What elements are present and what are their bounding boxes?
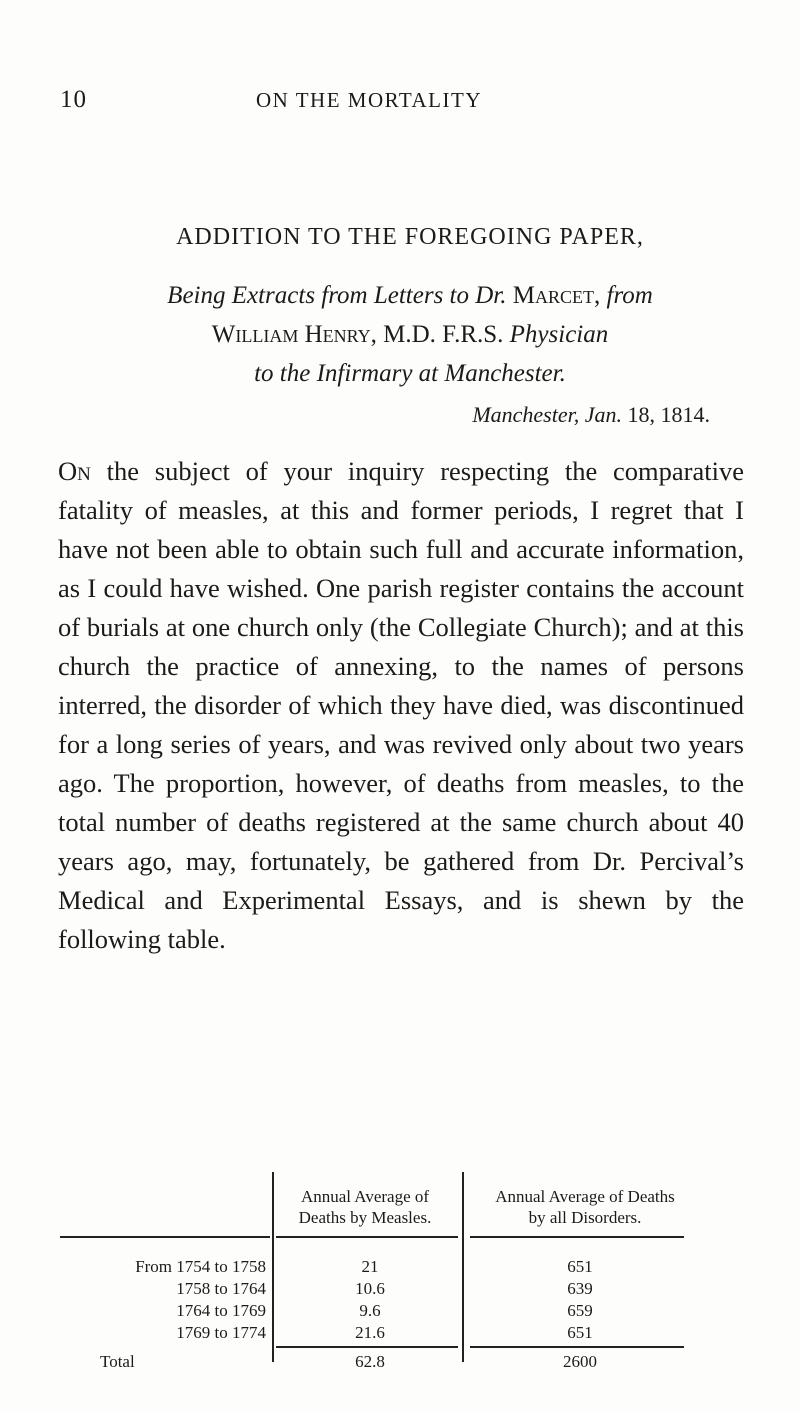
row-period: 1769 to 1774 <box>176 1323 266 1342</box>
column-header-measles-line2: Deaths by Measles. <box>298 1208 432 1227</box>
page-header <box>60 86 740 126</box>
body-text: the subject of your inquiry respecting the comparative fatality of measles, at this and former periods, I regret that I have not been able to obtain such full and accurate information, as I could have wished. One parish register contains the account of burials at one church only (the Collegiate Church); and at this church the practice of annexing, to the names of persons interred, the disorder of which they have died, was discontinued for a long series of years, and was revived only about two years ago. The proportion, however, of deaths from measles, to the total number of deaths registered at the same church about 40 years ago, may, fortunately, be gathered from Dr. Percival’s Medical and Experimental Essays, and is shewn by the following table. <box>58 456 744 954</box>
header-rule-2 <box>276 1236 458 1238</box>
table-row <box>60 1257 746 1279</box>
row-disorders: 659 <box>567 1301 593 1320</box>
row-period: 1764 to 1769 <box>176 1301 266 1320</box>
table-row <box>60 1279 746 1301</box>
subtitle-text-4: to the Infirmary at Manchester. <box>254 360 566 387</box>
total-rule-2 <box>470 1346 684 1348</box>
row-measles: 21.6 <box>355 1323 385 1342</box>
subtitle-name-marcet: Marcet, <box>512 282 601 309</box>
subtitle-text-3: Physician <box>503 321 609 348</box>
page-number: 10 <box>60 86 87 113</box>
header-rule-1 <box>60 1236 270 1238</box>
column-header-measles <box>250 1186 480 1228</box>
row-period: 1758 to 1764 <box>176 1279 266 1298</box>
table-row <box>60 1301 746 1323</box>
letter-dateline <box>472 402 710 428</box>
section-title: ADDITION TO THE FOREGOING PAPER, <box>176 224 644 250</box>
column-header-disorders-line1: Annual Average of Deaths <box>495 1187 675 1206</box>
dateline-place: Manchester, Jan. <box>472 402 622 427</box>
section-subtitle <box>60 276 760 393</box>
table-total-row <box>60 1352 746 1374</box>
body-first-word: On <box>58 456 91 486</box>
body-paragraph <box>58 452 744 959</box>
row-measles: 10.6 <box>355 1279 385 1298</box>
total-measles: 62.8 <box>355 1352 385 1371</box>
mortality-table <box>60 1172 746 1371</box>
total-disorders: 2600 <box>563 1352 597 1371</box>
row-disorders: 651 <box>567 1323 593 1342</box>
total-rule-1 <box>276 1346 458 1348</box>
table-row <box>60 1323 746 1345</box>
running-title: ON THE MORTALITY <box>256 88 482 112</box>
subtitle-name-henry: William Henry, M.D. F.R.S. <box>211 321 504 348</box>
column-header-disorders <box>460 1186 710 1228</box>
dateline-date: 18, 1814. <box>622 402 710 427</box>
row-measles: 21 <box>361 1257 379 1276</box>
subtitle-text-2: from <box>600 282 653 309</box>
total-label: Total <box>100 1352 135 1371</box>
column-header-disorders-line2: by all Disorders. <box>528 1208 642 1227</box>
row-disorders: 639 <box>567 1279 593 1298</box>
row-period: From 1754 to 1758 <box>135 1257 266 1276</box>
row-disorders: 651 <box>567 1257 593 1276</box>
column-header-measles-line1: Annual Average of <box>300 1187 430 1206</box>
header-rule-3 <box>470 1236 684 1238</box>
subtitle-text-1: Being Extracts from Letters to Dr. <box>167 282 513 309</box>
row-measles: 9.6 <box>359 1301 381 1320</box>
